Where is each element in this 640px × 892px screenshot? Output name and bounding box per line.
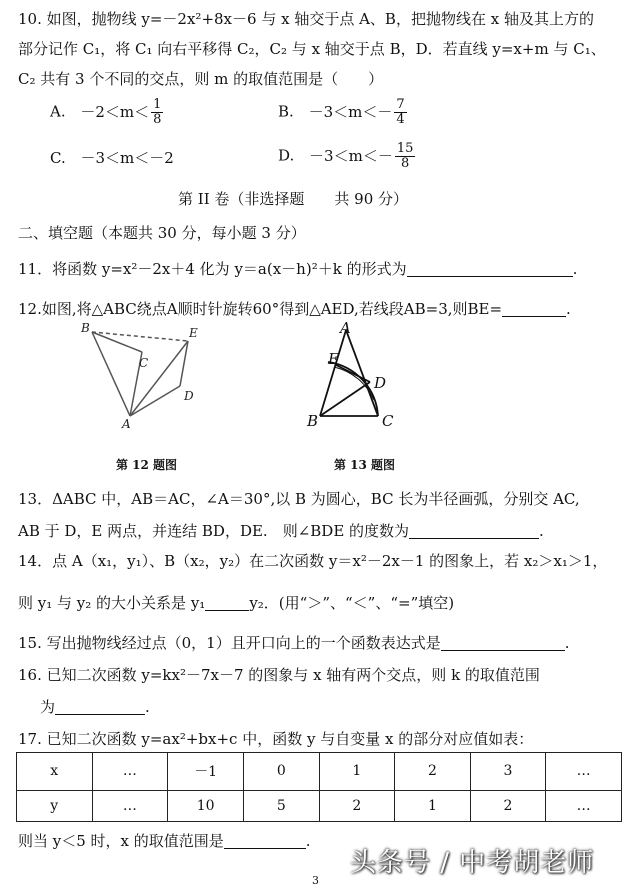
q17-line-1: 17. 已知二次函数 y=ax²+bx+c 中，函数 y 与自变量 x 的部分对应值如表： [18, 730, 534, 748]
table-cell: 1 [395, 790, 471, 821]
table-cell: … [546, 790, 622, 821]
q12 [18, 298, 571, 319]
page-number: 3 [312, 874, 319, 887]
fraction-numerator: 7 [396, 97, 405, 112]
q14-line-2 [18, 592, 454, 613]
q11-period: . [572, 260, 578, 278]
q17-period: . [305, 832, 311, 850]
q15 [18, 632, 570, 653]
segment-ed [180, 341, 188, 386]
arc-from-c [328, 362, 378, 416]
q12-period: . [566, 300, 571, 318]
table-cell: … [92, 790, 168, 821]
table-cell: 10 [168, 790, 244, 821]
option-d-label: D. [278, 146, 295, 165]
q10-line-2: 部分记作 C₁，将 C₁ 向右平移得 C₂，C₂ 与 x 轴交于点 B，D．若直线 y=x+m 与 C₁、 [18, 40, 606, 58]
option-a-fraction [151, 98, 163, 127]
fraction-numerator: 15 [396, 141, 414, 156]
figure-12 [76, 320, 206, 432]
q15-text: 15. 写出抛物线经过点（0，1）且开口向上的一个函数表达式是 [18, 634, 441, 652]
table-cell: 2 [395, 753, 471, 791]
table-cell: 2 [470, 790, 546, 821]
q13-line-2 [18, 520, 544, 541]
table-cell: x [17, 753, 93, 791]
segment-be-dashed [92, 332, 188, 341]
segment-ab [320, 330, 346, 416]
label-d: D [374, 374, 387, 392]
q12-answer-blank[interactable] [502, 300, 566, 317]
table-cell: 5 [244, 790, 320, 821]
table-cell: … [546, 753, 622, 791]
q16-text: 为 [40, 698, 56, 716]
q15-answer-blank[interactable] [441, 634, 565, 651]
q14-text-b: y₂．(用“＞”、“＜”、“=”填空) [249, 594, 455, 612]
table-row-y [17, 790, 622, 821]
label-d: D [184, 389, 194, 403]
q10-line-3: C₂ 共有 3 个不同的交点，则 m 的取值范围是（ ） [18, 70, 384, 88]
option-b-label: B. [278, 102, 294, 121]
table-cell: 3 [470, 753, 546, 791]
q10-option-a [50, 98, 163, 127]
q11 [18, 258, 577, 279]
fraction-numerator: 1 [153, 97, 162, 112]
q10-option-d [278, 142, 415, 171]
option-d-fraction [395, 142, 416, 171]
q15-period: . [564, 634, 570, 652]
q16-period: . [145, 698, 150, 716]
label-a: A [122, 417, 131, 431]
q13-text: AB 于 D，E 两点，并连结 BD，DE. 则∠BDE 的度数为 [18, 522, 410, 540]
option-b-fraction [394, 98, 406, 127]
figure-13 [304, 318, 404, 436]
segment-ed [336, 365, 370, 382]
q12-text: 12.如图,将△ABC绕点A顺时针旋转60°得到△AED,若线段AB=3,则BE= [18, 300, 503, 318]
label-e: E [189, 326, 198, 340]
q14-answer-blank[interactable] [205, 594, 249, 611]
q16-line-2 [40, 696, 150, 717]
figure-12-caption: 第 12 题图 [116, 458, 178, 472]
table-cell: －1 [168, 753, 244, 791]
table-row-x [17, 753, 622, 791]
q10-option-b [278, 98, 407, 127]
label-a: A [340, 319, 351, 337]
label-c: C [139, 356, 149, 370]
label-b: B [307, 412, 319, 430]
option-b-text: －3＜m＜－ [308, 102, 393, 121]
watermark: 头条号 / 中考胡老师 [350, 848, 595, 878]
segment-bd [320, 382, 370, 416]
q14-line-1: 14．点 A（x₁，y₁）、B（x₂，y₂）在二次函数 y＝x²－2x－1 的图象上，若 x₂＞x₁＞1， [18, 552, 608, 570]
q10-line-1: 10. 如图，抛物线 y=－2x²+8x－6 与 x 轴交于点 A、B，把抛物线在 x 轴及其上方的 [18, 10, 594, 28]
q10-option-c [50, 147, 174, 168]
q14-text-a: 则 y₁ 与 y₂ 的大小关系是 y₁ [18, 594, 206, 612]
table-cell: 0 [244, 753, 320, 791]
segment-da [130, 386, 180, 416]
label-e: E [328, 350, 339, 368]
q13-line-1: 13．ΔABC 中，AB＝AC，∠A＝30°,以 B 为圆心，BC 长为半径画弧，分别交 AC, [18, 490, 580, 508]
table-cell: 2 [319, 790, 395, 821]
part2-heading: 二、填空题（本题共 30 分，每小题 3 分） [18, 224, 306, 242]
fraction-denominator: 8 [400, 156, 410, 171]
q11-answer-blank[interactable] [407, 260, 573, 277]
table-cell: 1 [319, 753, 395, 791]
table-cell: y [17, 790, 93, 821]
label-c: C [382, 412, 394, 430]
q11-text: 11．将函数 y=x²－2x＋4 化为 y＝a(x－h)²＋k 的形式为 [18, 260, 407, 278]
q17-after [18, 830, 311, 851]
option-c-text: －3＜m＜－2 [80, 149, 174, 167]
option-d-text: －3＜m＜－ [309, 146, 393, 165]
option-a-label: A. [50, 102, 66, 121]
segment-ae [130, 341, 188, 416]
figure-13-caption: 第 13 题图 [334, 458, 396, 472]
q17-answer-blank[interactable] [224, 832, 306, 849]
label-b: B [81, 321, 90, 335]
value-table [16, 752, 622, 822]
q17-after-text: 则当 y＜5 时，x 的取值范围是 [18, 832, 224, 850]
fraction-denominator: 8 [153, 112, 162, 127]
fraction-denominator: 4 [396, 112, 405, 127]
q13-period: . [539, 522, 544, 540]
q16-answer-blank[interactable] [55, 698, 145, 715]
option-a-text: －2＜m＜ [80, 102, 150, 121]
q13-answer-blank[interactable] [409, 522, 539, 539]
option-c-label: C. [50, 149, 66, 167]
table-cell: … [92, 753, 168, 791]
section-title: 第 II 卷（非选择题 共 90 分） [178, 190, 409, 208]
q16-line-1: 16. 已知二次函数 y=kx²－7x－7 的图象与 x 轴有两个交点，则 k 的取值范围 [18, 666, 540, 684]
